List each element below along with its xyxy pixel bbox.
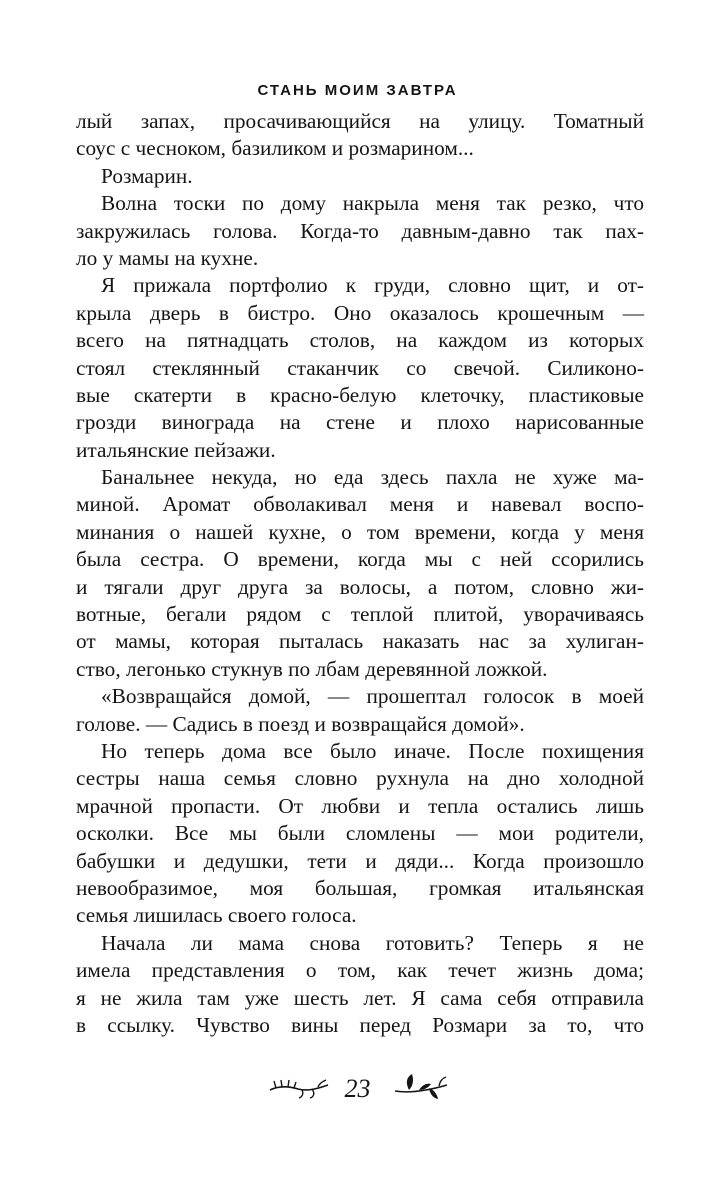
page-footer xyxy=(0,1070,715,1110)
text-line: бабушки и дедушки, тети и дяди... Когда произошло xyxy=(76,848,644,873)
page-number: 23 xyxy=(344,1074,371,1103)
text-line: стоял стеклянный стаканчик со свечой. Силиконо- xyxy=(76,355,644,380)
text-line: семья лишилась своего голоса. xyxy=(76,903,357,928)
text-line: ло у мамы на кухне. xyxy=(76,245,259,270)
text-line: закружилась голова. Когда-то давным-давно так пах- xyxy=(76,218,644,243)
text-line: Волна тоски по дому накрыла меня так резко, что xyxy=(101,191,644,216)
text-line: всего на пятнадцать столов, на каждом из которых xyxy=(76,328,644,353)
text-line: минания о нашей кухне, о том времени, когда у меня xyxy=(76,519,644,544)
text-line: «Возвращайся домой, — прошептал голосок в моей xyxy=(101,684,644,709)
text-line: мрачной пропасти. От любви и тепла остались лишь xyxy=(76,793,644,818)
text-line: Начала ли мама снова готовить? Теперь я не xyxy=(101,930,644,955)
text-line: имела представления о том, как течет жизнь дома; xyxy=(76,958,644,983)
leaf-sprig-ornament-icon xyxy=(393,1072,449,1107)
text-line: крыла дверь в бистро. Оно оказалось крошечным — xyxy=(76,300,644,325)
running-title: СТАНЬ МОИМ ЗАВТРА xyxy=(257,82,458,99)
text-line: голове. — Садись в поезд и возвращайся домой». xyxy=(76,711,525,736)
text-line: и тягали друг друга за волосы, а потом, словно жи- xyxy=(76,574,644,599)
text-line: осколки. Все мы были сломлены — мои родители, xyxy=(76,821,644,846)
text-line: вотные, бегали рядом с теплой плитой, уворачиваясь xyxy=(76,602,644,627)
text-line: я не жила там уже шесть лет. Я сама себя отправила xyxy=(76,985,644,1010)
text-line: сестры наша семья словно рухнула на дно холодной xyxy=(76,766,644,791)
text-line: от мамы, которая пыталась наказать нас за хулиган- xyxy=(76,629,644,654)
text-line: соус с чесноком, базиликом и розмарином... xyxy=(76,136,474,161)
text-line: итальянские пейзажи. xyxy=(76,437,276,462)
text-line: вые скатерти в красно-белую клеточку, пластиковые xyxy=(76,382,644,407)
text-line: Я прижала портфолио к груди, словно щит, и от- xyxy=(101,273,644,298)
text-line: миной. Аромат обволакивал меня и навевал воспо- xyxy=(76,492,644,517)
text-line: Розмарин. xyxy=(101,163,193,188)
text-line: грозди винограда на стене и плохо нарисованные xyxy=(76,410,644,435)
text-line: была сестра. О времени, когда мы с ней ссорились xyxy=(76,547,644,572)
text-line: невообразимое, моя большая, громкая итальянская xyxy=(76,875,644,900)
text-line: Банальнее некуда, но еда здесь пахла не хуже ма- xyxy=(101,465,644,490)
text-line: Но теперь дома все было иначе. После похищения xyxy=(101,738,644,763)
text-line: в ссылку. Чувство вины перед Розмари за то, что xyxy=(76,1012,644,1037)
text-line: ство, легонько стукнув по лбам деревянной ложкой. xyxy=(76,656,548,681)
body-text xyxy=(76,108,644,1039)
text-line: лый запах, просачивающийся на улицу. Томатный xyxy=(76,109,644,133)
